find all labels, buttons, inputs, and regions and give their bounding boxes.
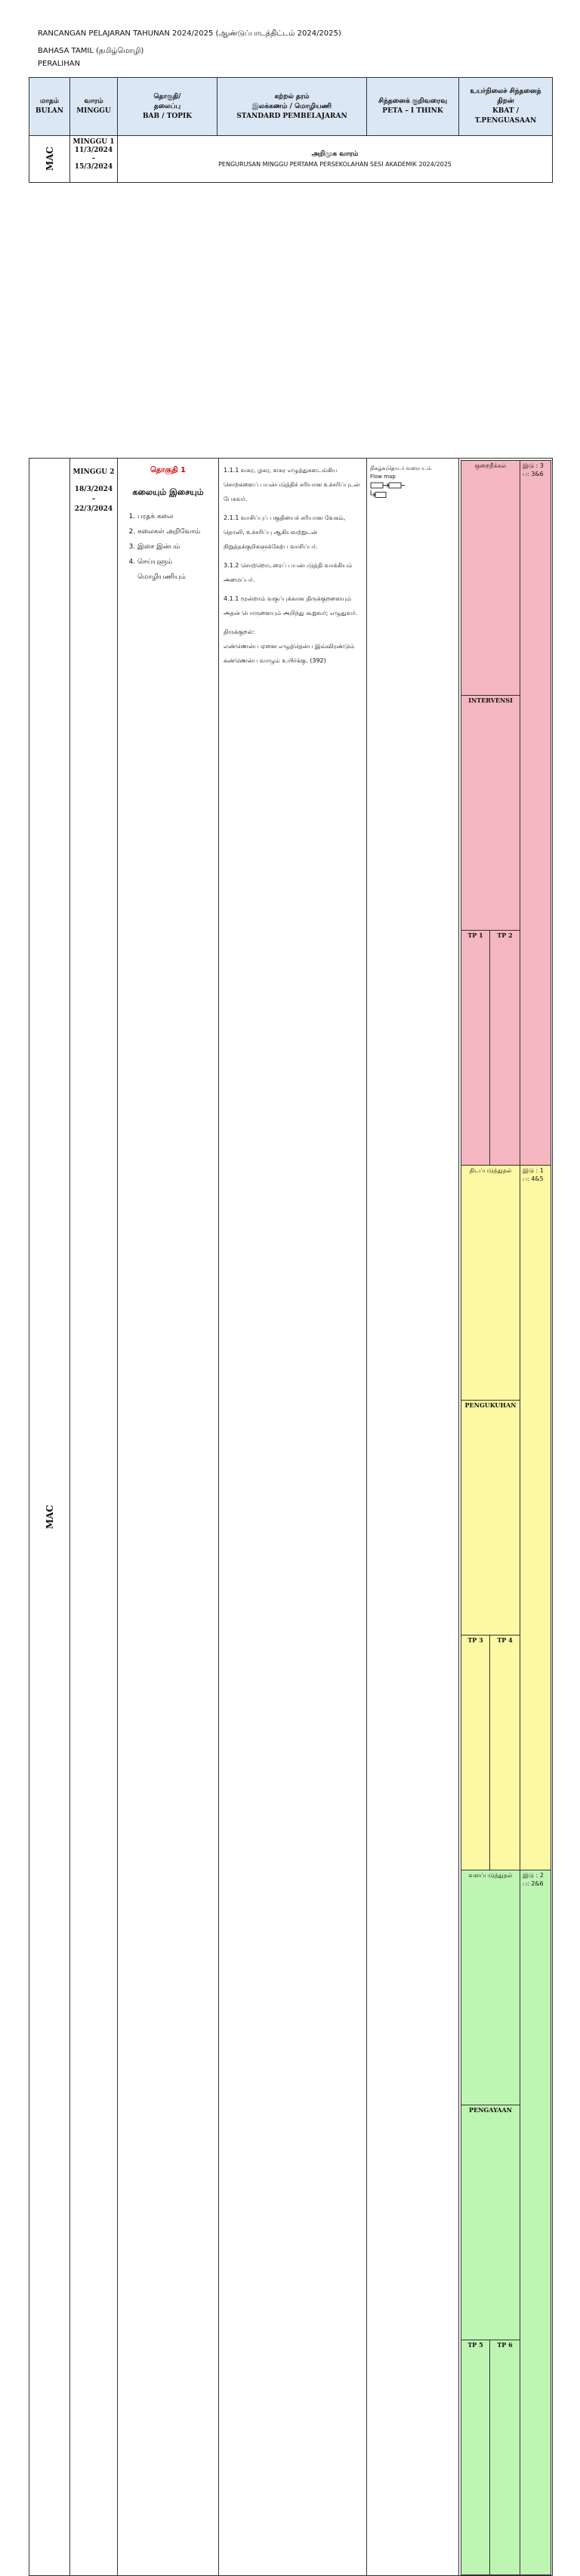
table-row <box>29 459 553 2576</box>
pengayaan-tamil: வளப்படுத்துதல் <box>461 1870 520 2105</box>
peta-name: Flow map <box>370 474 396 480</box>
standard-item: 2.1.1 வாசிப்புப் பகுதியைச் சரியான வேகம், தொனி, உச்சரிப்பு ஆகியவற்றுடன் நிறுத்தக்குறிகளுக்கேற்ப வாசிப்பர். <box>224 514 346 550</box>
month-cell: MAC <box>29 136 70 183</box>
kbat-table <box>461 460 551 2575</box>
intervensi-tamil: குறைநீக்கல் <box>461 461 520 696</box>
plan-table-week1 <box>29 77 553 183</box>
tp-badge: TP 3 <box>461 1635 490 1870</box>
week-cell: MINGGU 2 18/3/2024 – 22/3/2024 <box>70 459 118 2576</box>
pengukuhan-label: PENGUKUHAN <box>461 1401 520 1635</box>
list-item: 4. செய்யுளும் மொழியணியும் <box>137 554 218 585</box>
doc-subject: BAHASA TAMIL (தமிழ்மொழி) <box>38 47 144 55</box>
header-topic: தொகுதி/ தலைப்பு BAB / TOPIK <box>118 78 218 136</box>
doc-title: RANCANGAN PELAJARAN TAHUNAN 2024/2025 (ஆண்டுப்பாடத்திட்டம் 2024/2025) <box>38 29 341 38</box>
tp-badge: TP 4 <box>490 1635 520 1870</box>
list-item: 2. கலைகள் அறிவோம் <box>137 524 218 539</box>
topic-list <box>118 509 218 585</box>
standard-item: 3.1.2 சொற்றொடரைப் பயன்படுத்தி வாக்கியம் அமைப்பர். <box>224 562 353 583</box>
topic-cell <box>118 459 219 2576</box>
standard-item: 1.1.1 வகர, ழகர, ளகர எழுத்துகளடங்கிய சொற்களைப் பயன்படுத்திச் சரியான உச்சரிப்புடன் பேசுவர். <box>224 467 360 502</box>
peta-label: நிகழ்வுதொடர் வரைபடம் <box>370 465 432 471</box>
header-standard: கற்றல் தரம் இலக்கணம் / மொழியணி STANDARD PEMBELAJARAN <box>218 78 367 136</box>
table-row <box>29 136 553 183</box>
standard-cell <box>219 459 367 2576</box>
pengayaan-side: இடு : 2 ப: 2&6 <box>520 1870 551 2575</box>
intervensi-label: INTERVENSI <box>461 696 520 931</box>
pengukuhan-tamil: திடப்படுத்துதல் <box>461 1166 520 1401</box>
kbat-cell <box>459 459 553 2576</box>
flow-map-icon <box>370 481 406 499</box>
list-item: 1. பரதக் கலை <box>137 509 218 524</box>
week-cell: MINGGU 1 11/3/2024 – 15/3/2024 <box>70 136 118 183</box>
tp-badge: TP 1 <box>461 931 490 1166</box>
header-week: வாரம் MINGGU <box>70 78 118 136</box>
bab-number: தொகுதி 1 <box>150 466 186 474</box>
tp-badge: TP 2 <box>490 931 520 1166</box>
intervensi-side: இடு : 3 ப: 3&6 <box>520 461 551 1166</box>
list-item: 3. இசை இன்பம் <box>137 539 218 554</box>
month-cell: MAC <box>29 459 70 2576</box>
kural-label: திருக்குறள்: <box>224 629 255 635</box>
pengukuhan-side: இடு : 1 ப: 4&5 <box>520 1166 551 1870</box>
header-peta: சிந்தனைக் குறிவரைவு PETA – I THINK <box>367 78 459 136</box>
header-month: மாதம் BULAN <box>29 78 70 136</box>
plan-table-week2 <box>29 458 553 2576</box>
doc-level: PERALIHAN <box>38 60 81 68</box>
tp-badge: TP 5 <box>461 2340 490 2575</box>
standard-item: 4.1.1 மூன்றாம் வகுப்புக்கான திருக்குறளையும் அதன் பொருளையும் அறிந்து கூறுவர்; எழுதுவர். <box>224 595 358 616</box>
bab-title: கலையும் இசையும் <box>132 487 204 497</box>
peta-cell <box>367 459 459 2576</box>
tp-badge: TP 6 <box>490 2340 520 2575</box>
table-header-row <box>29 78 553 136</box>
pengayaan-label: PENGAYAAN <box>461 2105 520 2340</box>
kural-text: எண்ணென்ப ஏனை எழுத்தென்ப இவ்விரண்டும் கண்ணென்ப வாழும் உயிர்க்கு. (392) <box>224 643 355 664</box>
header-kbat: உயர்நிலைச் சிந்தனைத் திறன் KBAT / T.PENGUASAAN <box>459 78 553 136</box>
orientation-cell: அறிமுக வாரம் PENGURUSAN MINGGU PERTAMA PERSEKOLAHAN SESI AKADEMIK 2024/2025 <box>118 136 553 183</box>
